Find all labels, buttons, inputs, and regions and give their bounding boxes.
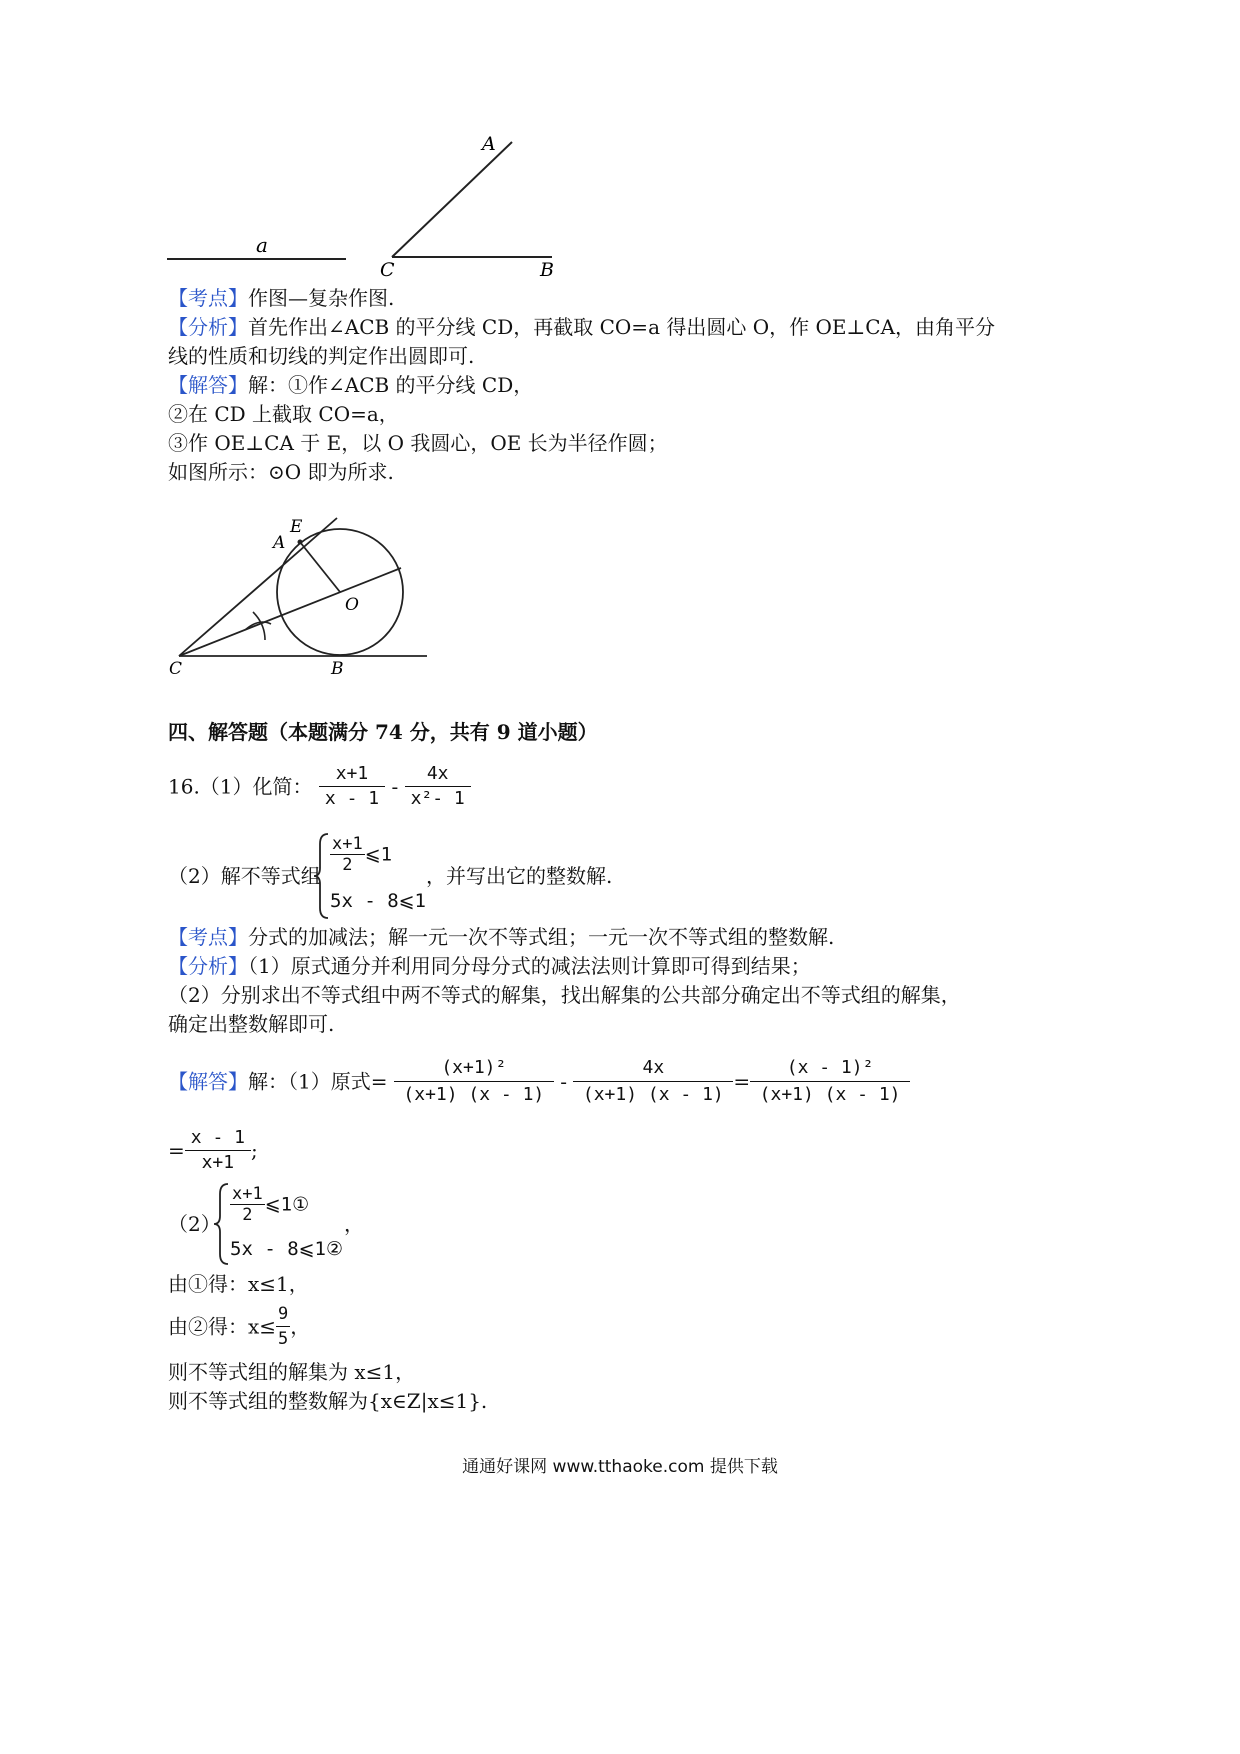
numerator: 9 [278, 1304, 289, 1324]
kaodian-tag: 【考点】 [168, 286, 248, 310]
q16-jieda-row [168, 1055, 910, 1108]
q16-result [168, 1126, 258, 1175]
numerator: x+1 [232, 1184, 263, 1204]
label-B: B [331, 659, 344, 679]
kaodian-text: 分式的加减法；解一元一次不等式组；一元一次不等式组的整数解. [248, 925, 835, 949]
jieda-tag: 【解答】 [168, 1069, 248, 1094]
ray-CA [179, 518, 337, 656]
fraction [185, 1126, 251, 1175]
system-row-2: 5x - 8⩽1 [330, 890, 426, 912]
denominator: x²- 1 [405, 786, 471, 811]
comma: ， [344, 1212, 364, 1236]
left-brace-icon [212, 1182, 232, 1266]
left-brace-icon [312, 832, 332, 920]
q16-from1: 由①得：x≤1， [168, 1272, 309, 1296]
q15-step2: ②在 CD 上截取 CO=a， [168, 402, 399, 426]
jieda-line1: 解：①作∠ACB 的平分线 CD， [248, 373, 534, 397]
q15-jieda [168, 371, 533, 399]
bisector-CD [179, 568, 401, 656]
fraction [230, 1184, 265, 1225]
q16-p1-prefix: 16.（1）化简： [168, 774, 313, 799]
q16-part1 [168, 762, 471, 811]
label-C: C [169, 659, 183, 679]
denominator: 2 [230, 1204, 265, 1225]
fraction [405, 762, 471, 811]
denominator: 5 [276, 1326, 290, 1351]
denominator: (x+1) (x - 1) [750, 1081, 910, 1108]
fraction [330, 834, 365, 875]
fenxi-tag: 【分析】 [168, 315, 248, 339]
equals-sign: = [168, 1138, 185, 1163]
rhs: ⩽1 [364, 843, 393, 866]
q16-fenxi-line2: （2）分别求出不等式组中两不等式的解集，找出解集的公共部分确定出不等式组的解集， [168, 983, 961, 1007]
from2-prefix: 由②得：x≤ [168, 1314, 277, 1339]
q15-step3: ③作 OE⊥CA 于 E，以 O 我圆心，OE 长为半径作圆； [168, 431, 668, 455]
system-row-1 [230, 1184, 309, 1225]
denominator: (x+1) (x - 1) [573, 1081, 733, 1108]
label-B: B [540, 259, 554, 280]
q16-fenxi-line3: 确定出整数解即可. [168, 1012, 335, 1036]
q16-solution-set: 则不等式组的解集为 x≤1， [168, 1360, 416, 1384]
equals-sign: = [733, 1069, 751, 1094]
rhs: ⩽1① [264, 1193, 310, 1216]
q16-kaodian [168, 923, 834, 951]
radius-OE [300, 542, 340, 592]
denominator: (x+1) (x - 1) [394, 1081, 554, 1108]
ray-CA [392, 142, 512, 257]
system-row-2: 5x - 8⩽1② [230, 1238, 344, 1260]
q15-conclusion: 如图所示：⊙O 即为所求. [168, 460, 394, 484]
numerator: 4x [642, 1057, 665, 1078]
q16-p2-label: （2） [168, 1212, 221, 1236]
numerator: x+1 [332, 834, 363, 854]
numerator: x - 1 [190, 1127, 245, 1148]
figure-segment-and-angle [160, 130, 560, 280]
from2-suffix: ， [290, 1314, 311, 1339]
numerator: (x - 1)² [786, 1057, 874, 1078]
semicolon: ; [250, 1138, 258, 1163]
minus-sign: - [560, 1069, 567, 1094]
numerator: 4x [426, 763, 449, 784]
minus-sign: - [391, 774, 399, 799]
label-A: A [273, 533, 286, 553]
fenxi-line1: （1）原式通分并利用同分母分式的减法法则计算即可得到结果； [248, 954, 811, 978]
section4-title: 四、解答题（本题满分 74 分，共有 9 道小题） [168, 720, 598, 744]
q15-fenxi-line2: 线的性质和切线的判定作出圆即可. [168, 344, 475, 368]
jieda-prefix: 解：（1）原式= [248, 1069, 388, 1094]
fraction [319, 762, 385, 811]
q16-integer-solution: 则不等式组的整数解为{x∈Z|x≤1}. [168, 1389, 488, 1413]
fenxi-tag: 【分析】 [168, 954, 248, 978]
label-O: O [345, 595, 359, 615]
fraction [573, 1055, 733, 1108]
label-C: C [380, 259, 395, 280]
figure-bisector-circle [165, 500, 435, 690]
denominator: 2 [330, 854, 365, 875]
fenxi-line1: 首先作出∠ACB 的平分线 CD，再截取 CO=a 得出圆心 O，作 OE⊥CA，由角平分 [248, 315, 996, 339]
segment-a-label: a [256, 233, 268, 257]
q16-p2-suffix: ，并写出它的整数解. [426, 864, 613, 888]
label-E: E [290, 517, 303, 537]
q15-fenxi [168, 313, 995, 341]
kaodian-text: 作图—复杂作图. [248, 286, 395, 310]
fraction [394, 1055, 554, 1108]
point-E [298, 540, 303, 545]
q16-p2-prefix: （2）解不等式组 [168, 864, 321, 888]
jieda-tag: 【解答】 [168, 373, 248, 397]
fraction [276, 1302, 290, 1351]
fraction [750, 1055, 910, 1108]
system-row-1 [330, 834, 392, 875]
denominator: x+1 [185, 1150, 251, 1175]
q16-from2 [168, 1302, 310, 1351]
denominator: x - 1 [319, 786, 385, 811]
label-A: A [482, 133, 496, 155]
kaodian-tag: 【考点】 [168, 925, 248, 949]
q15-kaodian [168, 284, 394, 312]
page-footer: 通通好课网 www.tthaoke.com 提供下载 [462, 1457, 778, 1477]
numerator: (x+1)² [441, 1057, 507, 1078]
numerator: x+1 [335, 763, 369, 784]
q16-fenxi [168, 952, 811, 980]
